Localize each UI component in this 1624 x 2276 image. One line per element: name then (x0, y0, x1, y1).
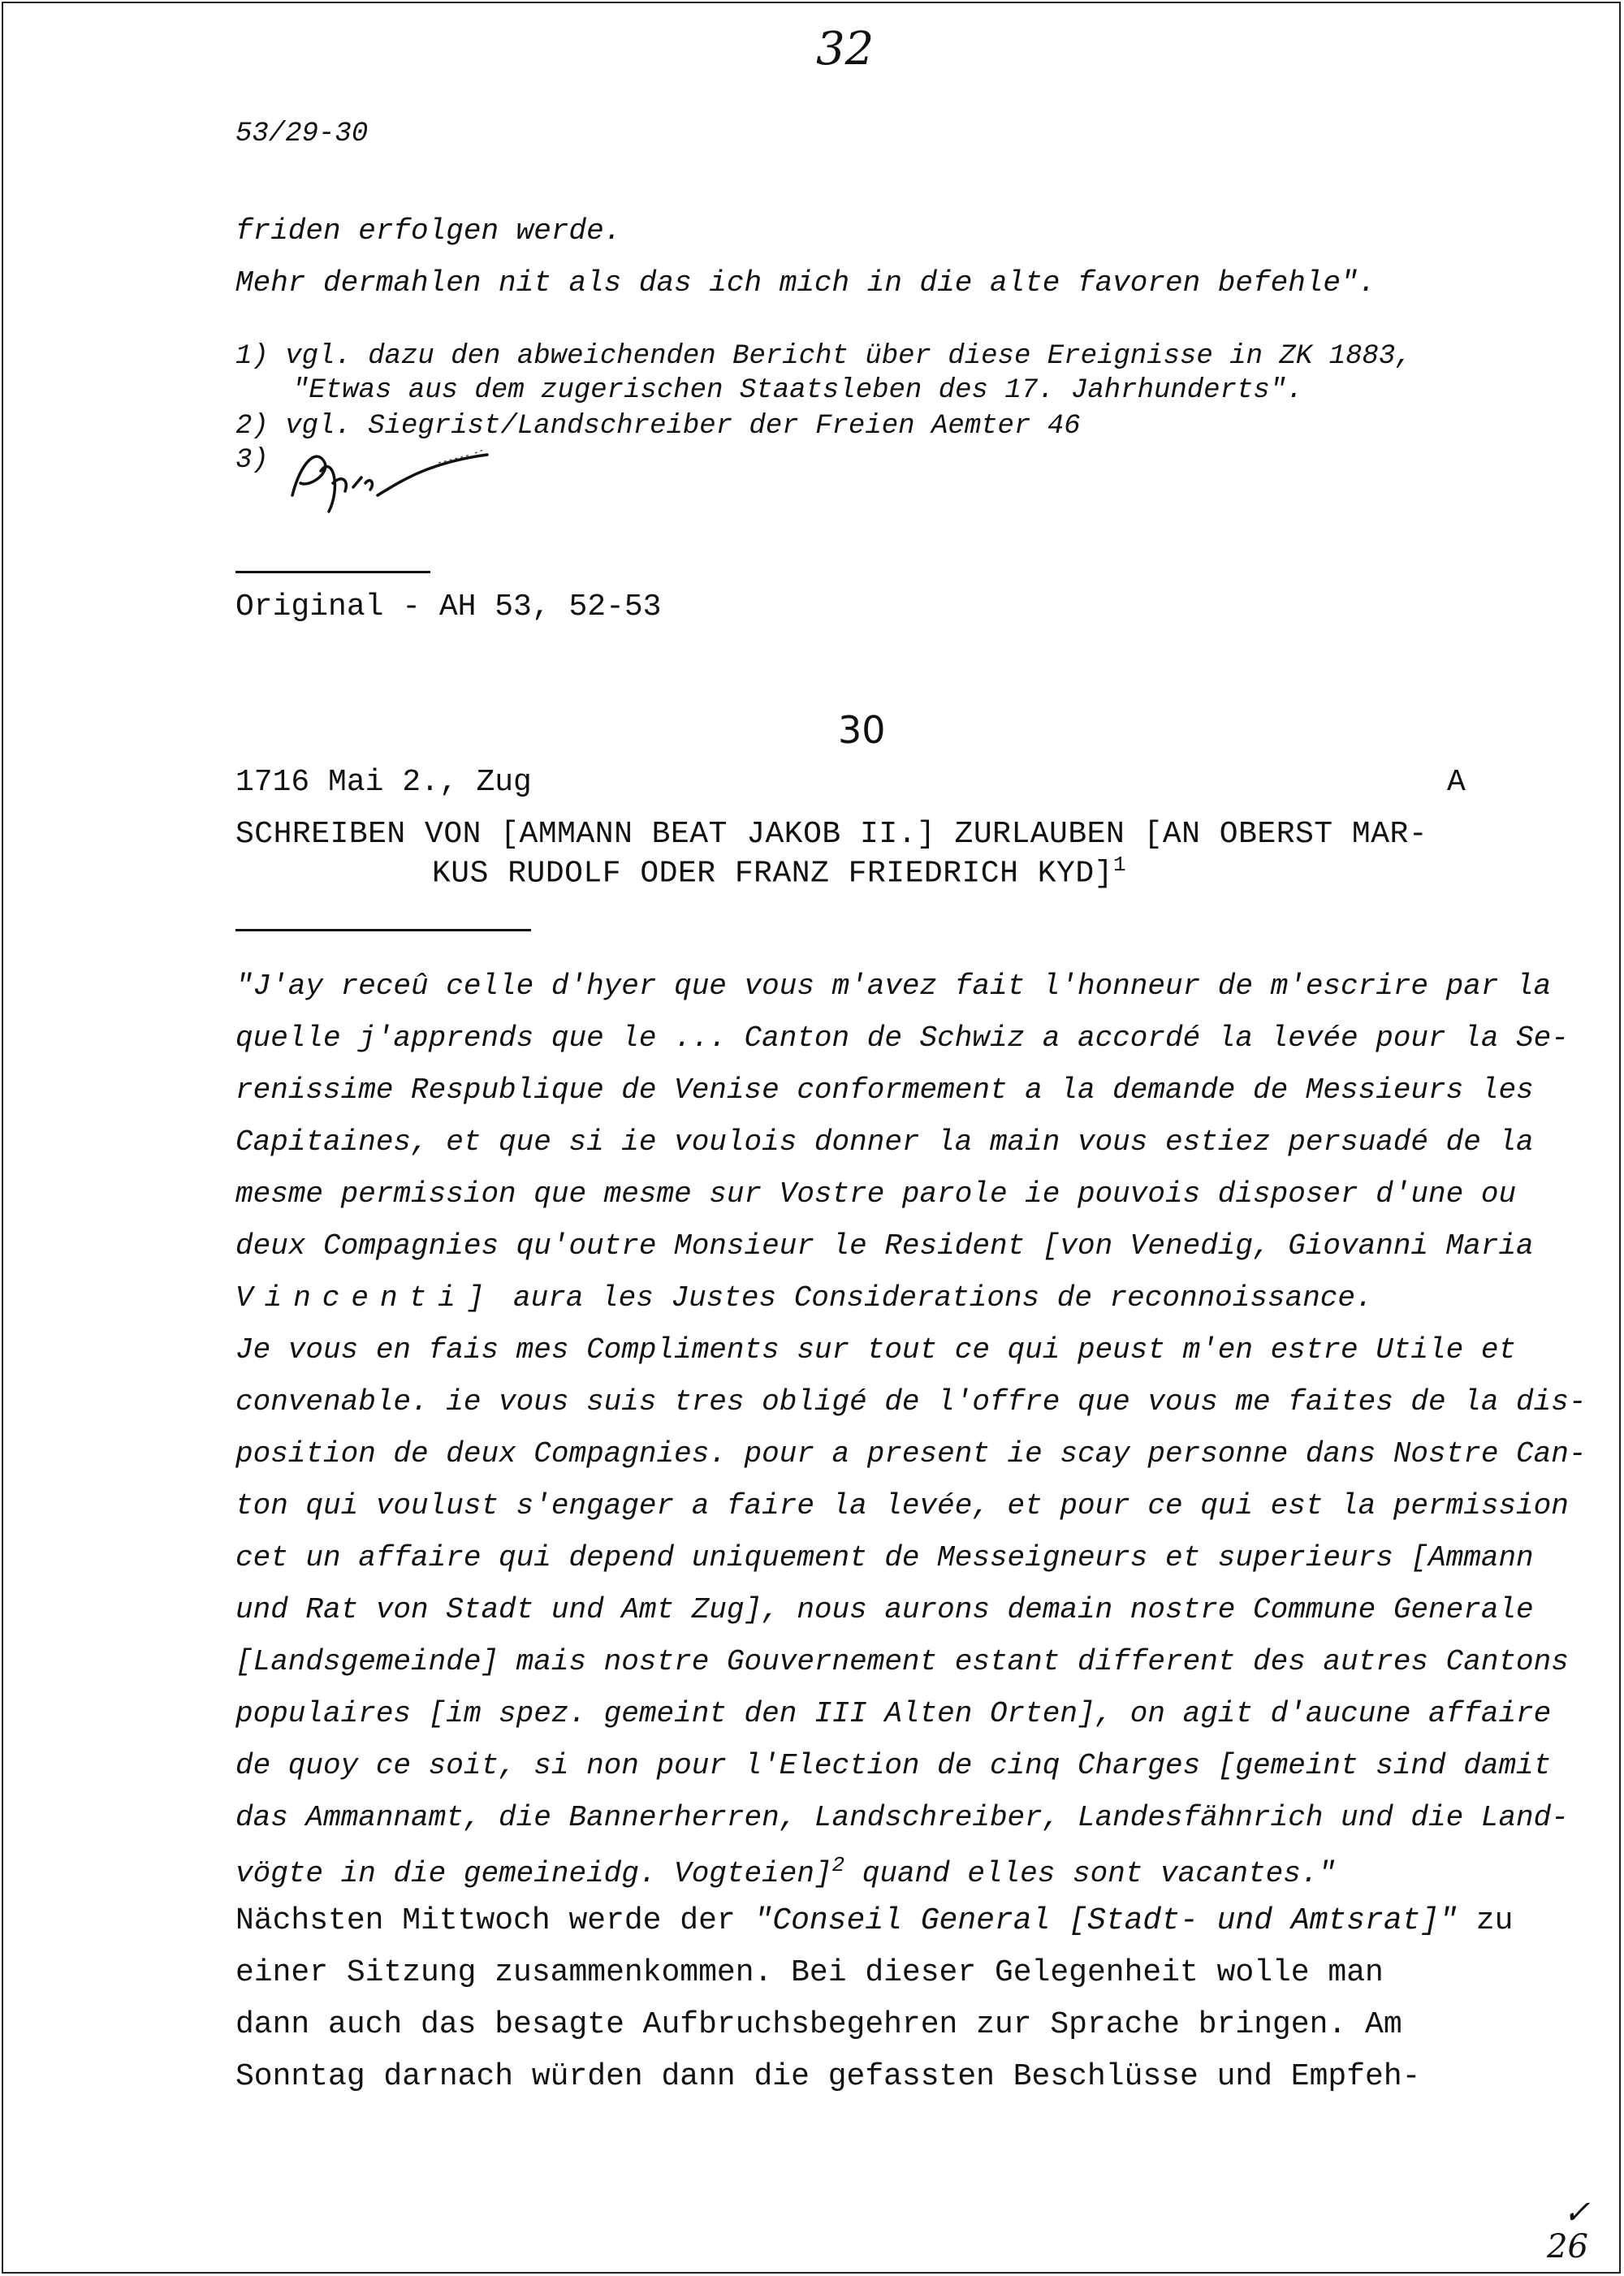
quote-line: position de deux Compagnies. pour a present ie scay personne dans Nostre Can- (235, 1437, 1587, 1471)
page-number: 32 (816, 23, 875, 76)
quote-line: de quoy ce soit, si non pour l'Election de cinq Charges [gemeint sind damit (235, 1749, 1552, 1782)
quote-line: vögte in die gemeineidg. Vogteien]$^2$ quand elles sont vacantes." (235, 1853, 1337, 1890)
footnote-2: 2) vgl. Siegrist/Landschreiber der Freien Aemter 46 (235, 411, 1081, 442)
quote-line: quelle j'apprends que le ... Canton de Schwiz a accordé la levée pour la Se- (235, 1021, 1569, 1055)
summary-line: einer Sitzung zusammenkommen. Bei dieser Gelegenheit wolle man (235, 1955, 1384, 1990)
summary-line: dann auch das besagte Aufbruchsbegehren zur Sprache bringen. Am (235, 2007, 1402, 2042)
signature-image (284, 438, 495, 520)
quote-line: Vincenti] aura les Justes Considerations de reconnoissance. (235, 1281, 1373, 1315)
footnote-1: 1) vgl. dazu den abweichenden Bericht über diese Ereignisse in ZK 1883, (235, 341, 1412, 372)
summary-line: Nächsten Mittwoch werde der "Conseil General [Stadt- und Amtsrat]" zu (235, 1903, 1514, 1938)
previous-entry-line-1: friden erfolgen werde. (235, 214, 622, 248)
spaced-name: Vincenti] (235, 1281, 496, 1315)
quote-line: [Landsgemeinde] mais nostre Gouvernement estant different des autres Cantons (235, 1645, 1569, 1678)
footnote-3: 3) (235, 445, 269, 476)
divider (235, 929, 531, 931)
divider (235, 571, 430, 573)
quote-line: Je vous en fais mes Compliments sur tout ce qui peust m'en estre Utile et (235, 1333, 1517, 1367)
quote-line: Capitaines, et que si ie voulois donner la main vous estiez persuadé de la (235, 1125, 1534, 1159)
summary-line: Sonntag darnach würden dann die gefassten Beschlüsse und Empfeh- (235, 2059, 1421, 2094)
quote-line: und Rat von Stadt und Amt Zug], nous aurons demain nostre Commune Generale (235, 1593, 1534, 1626)
quote-footnote-mark: 2 (831, 1853, 845, 1877)
entry-number: 30 (838, 708, 886, 752)
entry-heading-line-2: KUS RUDOLF ODER FRANZ FRIEDRICH KYD]$^1$ (432, 853, 1127, 892)
margin-note (1547, 2196, 1591, 2265)
heading-footnote-mark: 1 (1112, 853, 1127, 877)
footnote-1-cont: "Etwas aus dem zugerischen Staatsleben des 17. Jahrhunderts". (292, 375, 1303, 406)
quote-line: convenable. ie vous suis tres obligé de l'offre que vous me faites de la dis- (235, 1385, 1587, 1419)
quote-line: ton qui voulust s'engager a faire la levée, et pour ce qui est la permission (235, 1489, 1569, 1522)
quote-line: renissime Respublique de Venise conformement a la demande de Messieurs les (235, 1073, 1534, 1107)
quote-line: deux Compagnies qu'outre Monsieur le Resident [von Venedig, Giovanni Maria (235, 1229, 1534, 1263)
quote-line: cet un affaire qui depend uniquement de Messeigneurs et superieurs [Ammann (235, 1541, 1534, 1574)
quote-line: mesme permission que mesme sur Vostre parole ie pouvois disposer d'une ou (235, 1177, 1517, 1211)
margin-note-number: 26 (1547, 2228, 1588, 2265)
check-icon: ✓ (1563, 2194, 1591, 2231)
quote-line: "J'ay receû celle d'hyer que vous m'avez fait l'honneur de m'escrire par la (235, 970, 1552, 1003)
archive-reference: 53/29-30 (235, 119, 369, 149)
quote-line: populaires [im spez. gemeint den III Alten Orten], on agit d'aucune affaire (235, 1697, 1552, 1730)
source-note: Original - AH 53, 52-53 (235, 590, 662, 624)
previous-entry-line-2: Mehr dermahlen nit als das ich mich in die alte favoren befehle". (235, 266, 1376, 300)
quote-line: das Ammannamt, die Bannerherren, Landschreiber, Landesfähnrich und die Land- (235, 1801, 1569, 1834)
entry-letter: A (1447, 765, 1466, 800)
entry-dateline: 1716 Mai 2., Zug (235, 765, 532, 800)
entry-heading-line-1: SCHREIBEN VON [AMMANN BEAT JAKOB II.] ZURLAUBEN [AN OBERST MAR- (235, 817, 1428, 852)
